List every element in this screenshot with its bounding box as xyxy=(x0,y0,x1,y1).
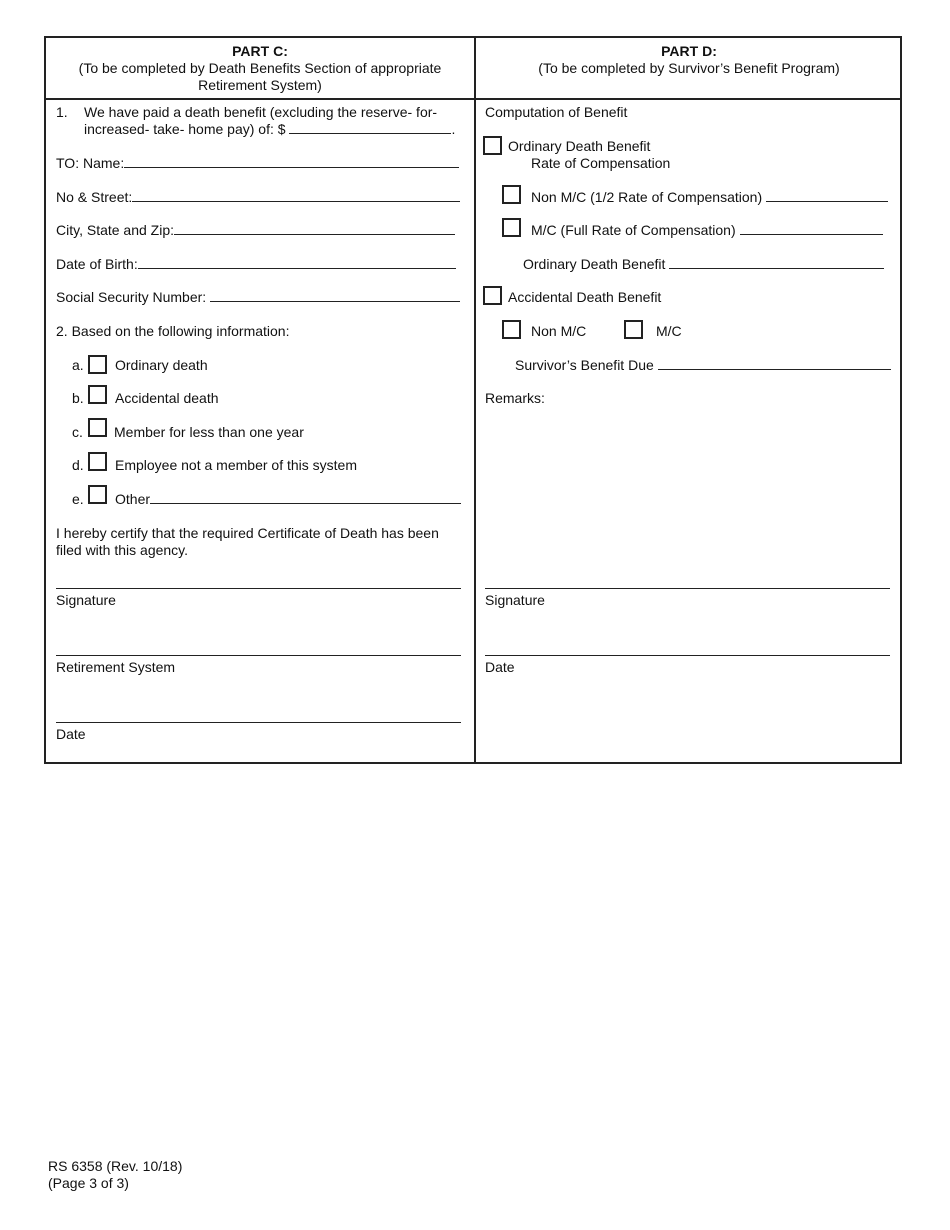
part-d-date-line[interactable] xyxy=(485,655,890,656)
remarks-label: Remarks: xyxy=(485,390,545,406)
option-e-letter: e. xyxy=(72,491,84,507)
form-footer xyxy=(48,1158,182,1192)
ssn-field[interactable] xyxy=(210,289,460,302)
accidental-benefit-label: Accidental Death Benefit xyxy=(508,289,662,305)
street-label: No & Street: xyxy=(56,189,133,205)
member-less-than-year-label: Member for less than one year xyxy=(114,424,304,440)
part-c-date-label: Date xyxy=(56,726,86,742)
part-d-signature-label: Signature xyxy=(485,592,545,608)
other-checkbox[interactable] xyxy=(88,485,107,504)
part-c-signature-label: Signature xyxy=(56,592,116,608)
other-label: Other xyxy=(115,491,151,507)
to-name-field[interactable] xyxy=(124,155,459,168)
ordinary-benefit-amount-field[interactable] xyxy=(669,256,884,269)
part-c-subtitle-2: Retirement System) xyxy=(198,77,322,93)
non-mc-checkbox[interactable] xyxy=(502,320,521,339)
part-c-date-line[interactable] xyxy=(56,722,461,723)
part-c-title: PART C: xyxy=(232,43,288,59)
header-divider xyxy=(46,98,900,100)
ordinary-death-label: Ordinary death xyxy=(115,357,208,373)
item-2-label: 2. Based on the following information: xyxy=(56,323,290,339)
city-state-zip-field[interactable] xyxy=(174,222,455,235)
ordinary-death-checkbox[interactable] xyxy=(88,355,107,374)
accidental-death-checkbox[interactable] xyxy=(88,385,107,404)
column-divider xyxy=(474,38,476,762)
accidental-death-label: Accidental death xyxy=(115,390,219,406)
item-1-period: . xyxy=(451,121,456,137)
page-number: (Page 3 of 3) xyxy=(48,1175,129,1191)
accidental-benefit-checkbox[interactable] xyxy=(483,286,502,305)
other-field[interactable] xyxy=(150,491,461,504)
not-a-member-label: Employee not a member of this system xyxy=(115,457,357,473)
part-c-signature-line[interactable] xyxy=(56,588,461,589)
part-d-subtitle: (To be completed by Survivor’s Benefit Program) xyxy=(538,60,840,76)
item-1-number: 1. xyxy=(56,104,68,120)
retirement-system-line[interactable] xyxy=(56,655,461,656)
ordinary-benefit-checkbox[interactable] xyxy=(483,136,502,155)
option-d-letter: d. xyxy=(72,457,84,473)
survivor-benefit-due-field[interactable] xyxy=(658,357,891,370)
item-1-text-line-2: increased- take- home pay) of: $ xyxy=(84,121,286,137)
certify-line-2: filed with this agency. xyxy=(56,542,189,558)
survivor-benefit-due-label: Survivor’s Benefit Due xyxy=(515,357,654,373)
part-c-subtitle-1: (To be completed by Death Benefits Section of appropriate xyxy=(78,60,442,76)
part-d-title: PART D: xyxy=(661,43,717,59)
non-mc-half-rate-label: Non M/C (1/2 Rate of Compensation) xyxy=(531,189,763,205)
retirement-system-label: Retirement System xyxy=(56,659,176,675)
member-less-than-year-checkbox[interactable] xyxy=(88,418,107,437)
ordinary-benefit-amount-label: Ordinary Death Benefit xyxy=(523,256,666,272)
part-c-header xyxy=(46,43,474,94)
ordinary-benefit-label: Ordinary Death Benefit xyxy=(508,138,651,154)
ssn-label: Social Security Number: xyxy=(56,289,207,305)
non-mc-half-rate-checkbox[interactable] xyxy=(502,185,521,204)
non-mc-half-rate-field[interactable] xyxy=(766,189,888,202)
date-of-birth-field[interactable] xyxy=(138,256,456,269)
mc-full-rate-label: M/C (Full Rate of Compensation) xyxy=(531,222,736,238)
rate-of-compensation-label: Rate of Compensation xyxy=(531,155,671,171)
to-name-label: TO: Name: xyxy=(56,155,125,171)
option-a-letter: a. xyxy=(72,357,84,373)
item-1-text-line-1: We have paid a death benefit (excluding the reserve- for- xyxy=(84,104,438,120)
mc-full-rate-field[interactable] xyxy=(740,222,883,235)
date-of-birth-label: Date of Birth: xyxy=(56,256,138,272)
option-c-letter: c. xyxy=(72,424,83,440)
city-state-zip-label: City, State and Zip: xyxy=(56,222,175,238)
part-d-header xyxy=(476,43,902,77)
option-b-letter: b. xyxy=(72,390,84,406)
part-d-signature-line[interactable] xyxy=(485,588,890,589)
mc-label: M/C xyxy=(656,323,682,339)
mc-full-rate-checkbox[interactable] xyxy=(502,218,521,237)
non-mc-label: Non M/C xyxy=(531,323,587,339)
computation-label: Computation of Benefit xyxy=(485,104,628,120)
death-benefit-amount-field[interactable] xyxy=(289,121,451,134)
certify-line-1: I hereby certify that the required Certificate of Death has been xyxy=(56,525,439,541)
mc-checkbox[interactable] xyxy=(624,320,643,339)
part-d-date-label: Date xyxy=(485,659,515,675)
form-number: RS 6358 (Rev. 10/18) xyxy=(48,1158,183,1174)
street-field[interactable] xyxy=(132,189,460,202)
not-a-member-checkbox[interactable] xyxy=(88,452,107,471)
death-benefit-form xyxy=(44,36,902,764)
